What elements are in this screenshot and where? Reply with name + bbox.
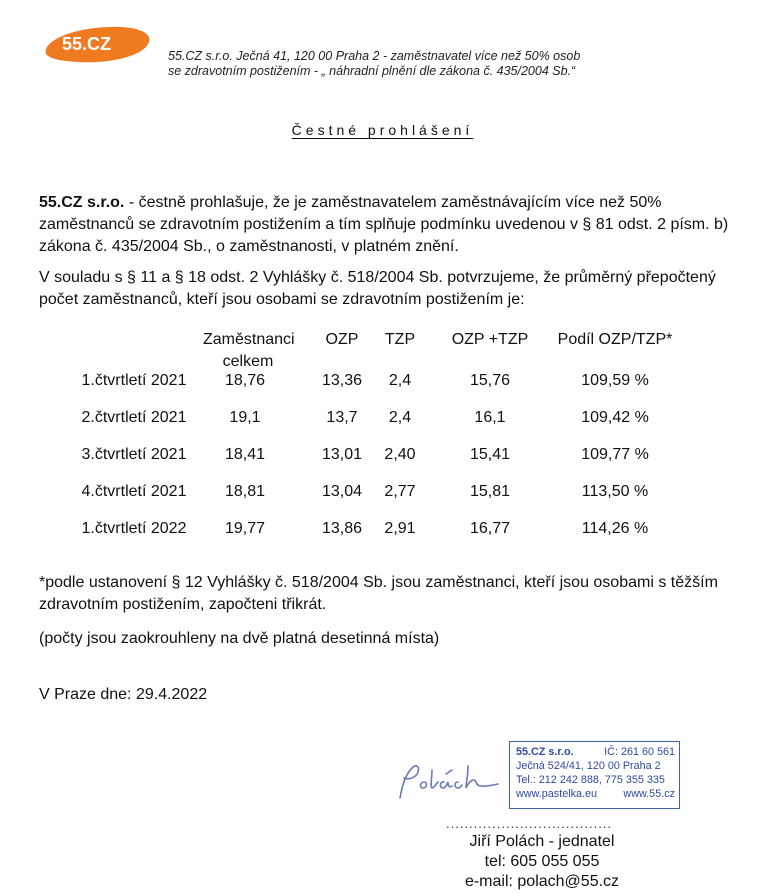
company-header-line2: se zdravotním postižením - „ náhradní plnění dle zákona č. 435/2004 Sb.“ <box>168 64 576 78</box>
stamp-tel: Tel.: 212 242 888, 775 355 335 <box>516 774 665 786</box>
header-total-line2: celkem <box>222 353 274 370</box>
logo-text: 55.CZ <box>62 34 112 54</box>
cell-period: 1.čtvrtletí 2021 <box>81 372 187 389</box>
cell-share: 109,42 % <box>581 409 649 426</box>
intro-text: - čestně prohlašuje, že je zaměstnavatelem zaměstnávajícím více než 50% zaměstnanců se zdravotním postižením a tím splňuje podmínku uvedenou v § 81 odst. 2 písm. b) zákona č. 435/2004 Sb., o zaměstnanosti, v platném znění. <box>39 194 729 255</box>
stamp-name: 55.CZ s.r.o. <box>516 746 574 758</box>
header-total-line1: Zaměstnanci <box>203 331 295 348</box>
cell-ozp: 13,7 <box>326 409 358 426</box>
cell-period: 3.čtvrtletí 2021 <box>81 446 187 463</box>
company-stamp <box>509 741 680 809</box>
cell-sum: 15,41 <box>469 446 511 463</box>
cell-tzp: 2,77 <box>384 483 416 500</box>
cell-total: 18,76 <box>224 372 266 389</box>
cell-ozp: 13,86 <box>321 520 363 537</box>
signatory-name: Jiří Polách - jednatel <box>469 833 615 850</box>
cell-total: 18,41 <box>224 446 266 463</box>
intro-company-name: 55.CZ s.r.o. <box>39 194 125 211</box>
cell-ozp: 13,04 <box>321 483 363 500</box>
company-header <box>168 49 580 79</box>
rounding-note: (počty jsou zaokrouhleny na dvě platná desetinná místa) <box>39 630 440 647</box>
cell-ozp: 13,01 <box>321 446 363 463</box>
company-logo <box>40 24 152 64</box>
stamp-ic: IČ: 261 60 561 <box>604 746 675 758</box>
page-title: Čestné prohlášení <box>291 122 474 138</box>
cell-ozp: 13,36 <box>321 372 363 389</box>
signatory-tel: tel: 605 055 055 <box>484 853 600 870</box>
handwritten-signature <box>386 748 516 808</box>
cell-share: 109,59 % <box>581 372 649 389</box>
cell-sum: 16,77 <box>469 520 511 537</box>
cell-sum: 16,1 <box>474 409 506 426</box>
cell-share: 114,26 % <box>581 520 649 537</box>
cell-period: 4.čtvrtletí 2021 <box>81 483 187 500</box>
cell-sum: 15,76 <box>469 372 511 389</box>
cell-total: 19,1 <box>229 409 261 426</box>
cell-tzp: 2,4 <box>388 409 412 426</box>
cell-tzp: 2,91 <box>384 520 416 537</box>
stamp-address: Ječná 524/41, 120 00 Praha 2 <box>516 760 661 772</box>
signatory-block <box>446 832 638 892</box>
cell-share: 113,50 % <box>581 483 649 500</box>
cell-tzp: 2,40 <box>384 446 416 463</box>
signatory-email: e-mail: polach@55.cz <box>464 873 620 890</box>
stamp-web1: www.pastelka.eu <box>516 788 598 800</box>
cell-sum: 15,81 <box>469 483 511 500</box>
date-line: V Praze dne: 29.4.2022 <box>39 686 208 703</box>
cell-total: 19,77 <box>224 520 266 537</box>
header-sum: OZP +TZP <box>451 331 529 348</box>
stamp-web2: www.55.cz <box>623 788 675 800</box>
cell-period: 2.čtvrtletí 2021 <box>81 409 187 426</box>
cell-total: 18,81 <box>224 483 266 500</box>
header-ozp: OZP <box>325 331 359 348</box>
statement-paragraph: V souladu s § 11 a § 18 odst. 2 Vyhlášky č. 518/2004 Sb. potvrzujeme, že průměrný přepočtený počet zaměstnanců, kteří jsou osobami se zdravotním postižením je: <box>39 269 716 308</box>
header-share: Podíl OZP/TZP* <box>557 331 673 348</box>
signature-dots: .................................... <box>446 816 613 831</box>
header-tzp: TZP <box>384 331 416 348</box>
footnote: *podle ustanovení § 12 Vyhlášky č. 518/2004 Sb. jsou zaměstnanci, kteří jsou osobami s těžším zdravotním postižením, započteni třikrát. <box>39 574 718 613</box>
cell-period: 1.čtvrtletí 2022 <box>81 520 187 537</box>
cell-share: 109,77 % <box>581 446 649 463</box>
company-header-line1: 55.CZ s.r.o. Ječná 41, 120 00 Praha 2 - zaměstnavatel více než 50% osob <box>168 49 581 63</box>
cell-tzp: 2,4 <box>388 372 412 389</box>
intro-paragraph <box>39 192 729 258</box>
header-total <box>203 329 293 373</box>
